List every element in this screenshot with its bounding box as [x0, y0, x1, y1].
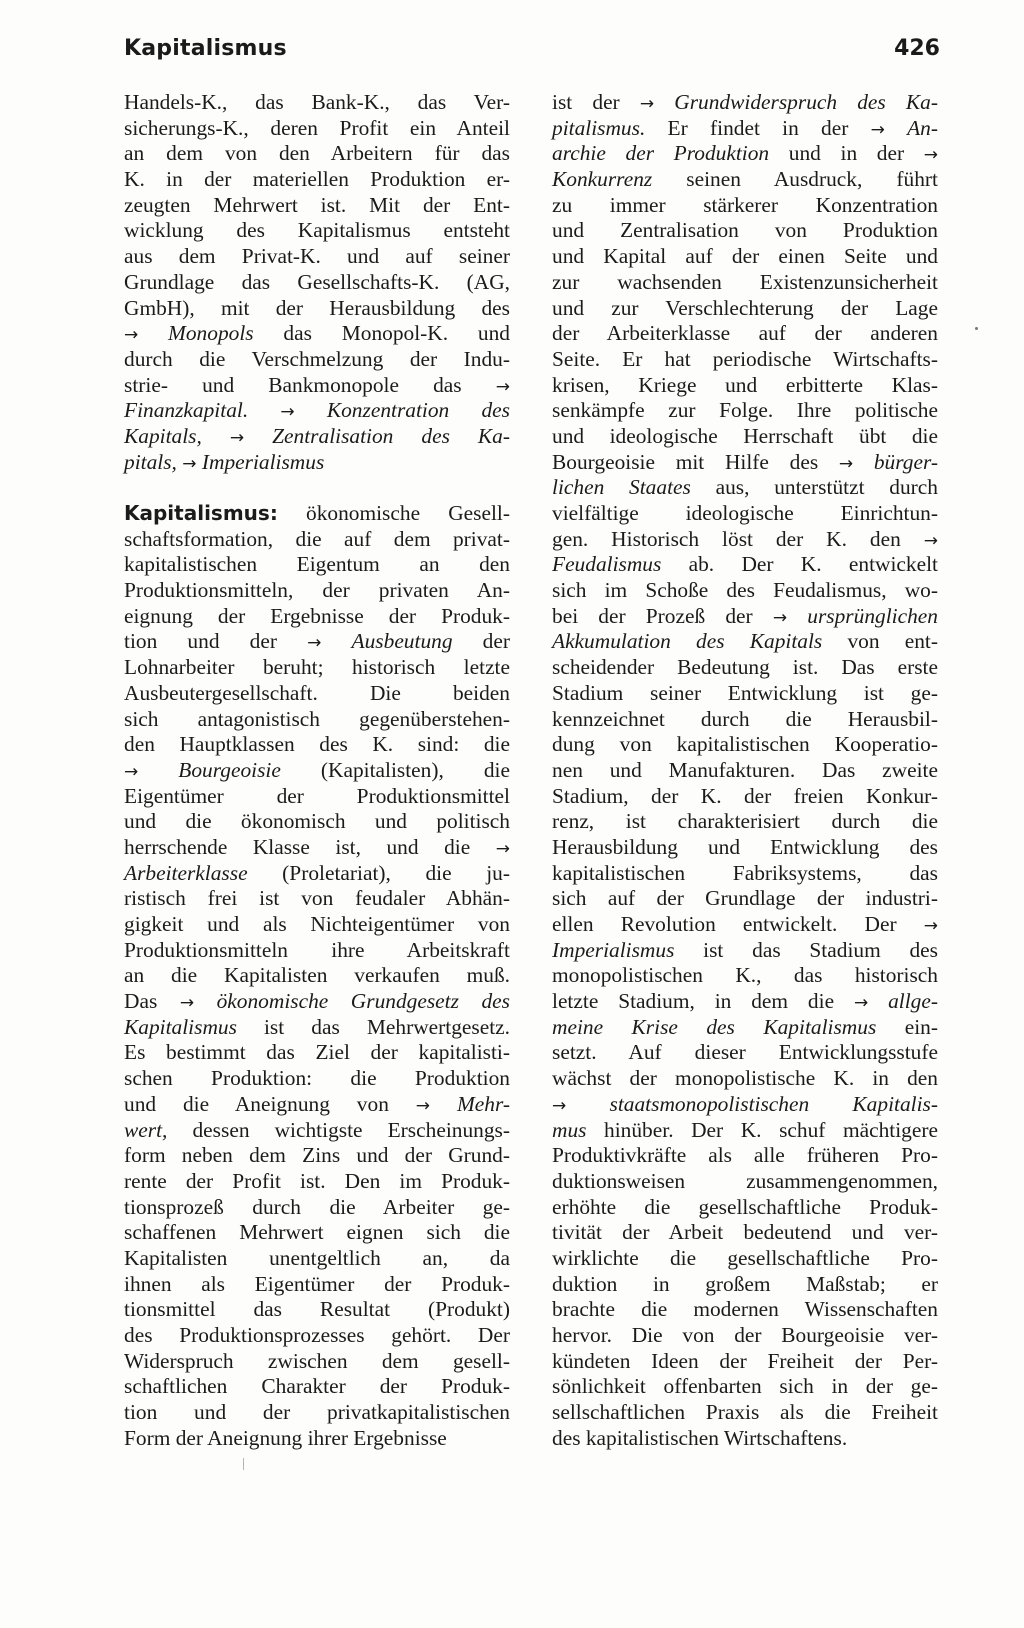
text-line [124, 1374, 510, 1400]
text-line [124, 655, 510, 681]
text-line [124, 141, 510, 167]
text-line [552, 398, 938, 424]
text-run: setzt. Auf dieser Entwicklungsstufe [552, 1040, 938, 1065]
text-line [552, 116, 938, 142]
text-run: ristisch frei ist von feudaler Abhän- [124, 886, 510, 911]
text-run: Er findet in der [645, 115, 871, 140]
text-line [552, 1040, 938, 1066]
text-line [124, 450, 510, 476]
text-line [124, 1297, 510, 1323]
text-line [124, 809, 510, 835]
text-run: Produktionsmitteln, der privaten An- [124, 578, 510, 603]
text-line [124, 629, 510, 655]
arrow-icon: → [179, 993, 195, 1014]
text-line [124, 912, 510, 938]
text-run: monopolistischen K., das historisch [552, 963, 938, 988]
text-run: Form der Aneignung ihrer Ergebnisse [124, 1425, 447, 1450]
text-run: tion und der privatkapitalistischen [124, 1400, 510, 1425]
text-line [124, 244, 510, 270]
text-run: dessen wichtigste Erscheinungs- [167, 1117, 510, 1142]
text-run: wicklung des Kapitalismus entsteht [124, 218, 510, 243]
text-run: wächst der monopolistische K. in den [552, 1066, 938, 1091]
cross-reference: wert, [124, 1117, 168, 1142]
text-line [552, 167, 938, 193]
cross-reference: Ausbeutung [351, 629, 453, 654]
text-run: zu immer stärkerer Konzentration [552, 192, 938, 217]
text-line [552, 1400, 938, 1426]
arrow-icon: → [307, 633, 322, 654]
text-line [124, 116, 510, 142]
text-run [194, 989, 217, 1013]
text-line [552, 321, 938, 347]
text-run: ab. Der K. entwickelt [661, 552, 938, 577]
text-run [654, 90, 674, 114]
text-line [552, 629, 938, 655]
text-line [552, 450, 938, 476]
text-line [552, 912, 938, 938]
arrow-icon: → [280, 402, 295, 423]
arrow-icon: → [229, 427, 245, 448]
cross-reference: staatsmonopolistischen Kapitalis- [609, 1091, 938, 1116]
text-line [124, 1143, 510, 1169]
text-line [552, 1015, 938, 1041]
text-line [124, 707, 510, 733]
text-line [552, 578, 938, 604]
text-run: Eigentümer der Produktionsmittel [124, 783, 510, 808]
text-line [124, 1272, 510, 1298]
text-line [124, 1323, 510, 1349]
text-run: zur wachsenden Existenzunsicherheit [552, 269, 938, 294]
text-run [566, 1092, 609, 1116]
text-line [552, 1297, 938, 1323]
text-run: kündeten Ideen der Freiheit der Per- [552, 1348, 938, 1373]
text-line [552, 1195, 938, 1221]
text-run: sönlichkeit offenbarten sich in der ge- [552, 1374, 938, 1399]
cross-reference: Finanzkapital. [124, 398, 249, 423]
text-run: ökonomische Gesell- [277, 501, 510, 525]
text-run: aus, unterstützt durch [690, 475, 938, 500]
text-run: von ent- [822, 629, 938, 654]
paragraph-gap [124, 475, 510, 501]
text-run: hervor. Die von der Bourgeoisie ver- [552, 1323, 938, 1347]
text-line [552, 655, 938, 681]
text-run [202, 424, 230, 448]
text-line [124, 1246, 510, 1272]
text-run [787, 604, 807, 628]
cross-reference: Kapitalismus [124, 1014, 237, 1039]
text-run: Bourgeoisie mit Hilfe des [552, 449, 839, 474]
right-column [552, 90, 938, 1451]
text-line [552, 1272, 938, 1298]
text-line [552, 1143, 938, 1169]
text-run: ellen Revolution entwickelt. Der [552, 912, 924, 936]
text-line [552, 604, 938, 630]
text-run: Widerspruch zwischen dem gesell- [124, 1348, 510, 1373]
text-line [552, 1426, 938, 1452]
text-line [552, 1118, 938, 1144]
text-line [124, 1426, 510, 1452]
text-run: aus dem Privat-K. und auf seiner [124, 244, 510, 269]
text-line [124, 501, 510, 527]
text-line [552, 938, 938, 964]
text-line [124, 193, 510, 219]
text-run: und zur Verschlechterung der Lage [552, 295, 938, 320]
text-line [552, 681, 938, 707]
text-run: und in der [769, 141, 924, 166]
text-line [124, 218, 510, 244]
cross-reference: Monopols [168, 321, 254, 346]
text-line [124, 552, 510, 578]
text-line [552, 1349, 938, 1375]
text-line [124, 1092, 510, 1118]
cross-reference: Grundwiderspruch des Ka- [674, 90, 938, 114]
scan-mark [243, 1458, 244, 1470]
text-line [552, 1220, 938, 1246]
text-run: der [452, 629, 510, 654]
text-run: strie- und Bankmonopole das [124, 372, 496, 397]
text-line [124, 1118, 510, 1144]
text-run: und Zentralisation von Produktion [552, 218, 938, 243]
text-line [124, 861, 510, 887]
text-line [552, 1374, 938, 1400]
text-line [552, 963, 938, 989]
text-run: der Arbeiterklasse auf der anderen [552, 321, 938, 346]
arrow-icon: → [552, 1095, 567, 1116]
cross-reference: archie der Produktion [552, 141, 770, 166]
text-run: ist das Stadium des [674, 937, 938, 962]
cross-reference: lichen Staates [552, 475, 691, 500]
text-run: an dem von den Arbeitern für das [124, 141, 510, 166]
cross-reference: Kapitals, [124, 423, 202, 448]
text-run: und Kapital auf der einen Seite und [552, 244, 938, 269]
text-run: seinen Ausdruck, führt [652, 167, 938, 192]
text-run: ein- [876, 1014, 938, 1039]
text-run: letzte Stadium, in dem die [552, 989, 854, 1014]
cross-reference: ursprünglichen [807, 603, 938, 628]
left-column [124, 90, 510, 1451]
text-run: wirklichte die gesellschaftliche Pro- [552, 1245, 938, 1270]
text-run: sich im Schoße des Feudalismus, wo- [552, 578, 938, 603]
text-run [853, 450, 874, 474]
cross-reference: Arbeiterklasse [124, 860, 248, 885]
text-run: renz, ist charakterisiert durch die [552, 809, 938, 834]
arrow-icon: → [495, 838, 510, 859]
text-run: durch die Verschmelzung der Indu- [124, 346, 510, 371]
text-line [552, 552, 938, 578]
text-run: form neben dem Zins und der Grund- [124, 1143, 510, 1168]
text-line [552, 424, 938, 450]
text-line [552, 373, 938, 399]
text-line [124, 424, 510, 450]
text-run: ist das Mehrwertgesetz. [236, 1014, 510, 1039]
text-line [124, 1349, 510, 1375]
text-line [552, 784, 938, 810]
text-line [124, 1400, 510, 1426]
text-run: tion und der [124, 629, 308, 654]
arrow-icon: → [923, 530, 938, 551]
text-run: krisen, Kriege und erbitterte Klas- [552, 372, 938, 397]
text-run: Produktionsmitteln ihre Arbeitskraft [124, 937, 510, 962]
text-line [552, 475, 938, 501]
text-run: tionsprozeß durch die Arbeiter ge- [124, 1194, 510, 1219]
text-line [124, 1220, 510, 1246]
text-run: kapitalistischen Eigentum an den [124, 552, 510, 577]
cross-reference: Konzentration des [326, 398, 510, 423]
running-head: Kapitalismus [124, 36, 287, 61]
text-line [124, 270, 510, 296]
text-line [552, 501, 938, 527]
cross-reference: ökonomische Grundgesetz des [216, 989, 510, 1014]
text-line [552, 809, 938, 835]
text-line [552, 835, 938, 861]
text-line [552, 90, 938, 116]
text-line [552, 732, 938, 758]
text-run: und ideologische Herrschaft übt die [552, 423, 938, 448]
text-run: herrschende Klasse ist, und die [124, 834, 496, 859]
cross-reference: An- [907, 115, 938, 140]
text-run: rente der Profit ist. Den im Produk- [124, 1168, 510, 1193]
text-run: duktion in großem Maßstab; er [552, 1271, 938, 1296]
text-line [124, 1015, 510, 1041]
text-run: des Produktionsprozesses gehört. Der [124, 1323, 510, 1347]
text-run [295, 398, 327, 422]
text-line [124, 578, 510, 604]
text-run: GmbH), mit der Herausbildung des [124, 295, 510, 320]
text-line [552, 270, 938, 296]
text-line [124, 90, 510, 116]
text-run: und die Aneignung von [124, 1091, 416, 1116]
text-run: Seite. Er hat periodische Wirtschafts- [552, 346, 938, 371]
arrow-icon: → [853, 993, 869, 1014]
text-line [552, 989, 938, 1015]
arrow-icon: → [838, 453, 854, 474]
text-line [124, 681, 510, 707]
text-line [124, 347, 510, 373]
text-run: duktionsweisen zusammengenommen, [552, 1168, 938, 1193]
text-run: dung von kapitalistischen Kooperatio- [552, 732, 938, 757]
text-run: kapitalistischen Fabriksystems, das [552, 860, 938, 885]
text-line [124, 1169, 510, 1195]
arrow-icon: → [124, 325, 139, 346]
text-line [124, 321, 510, 347]
text-line [124, 835, 510, 861]
text-run: gigkeit und als Nichteigentümer von [124, 912, 510, 936]
text-run: tionsmittel das Resultat (Produkt) [124, 1297, 510, 1322]
text-line [552, 1246, 938, 1272]
text-run: K. in der materiellen Produktion er- [124, 167, 510, 192]
text-line [552, 1169, 938, 1195]
text-run: schen Produktion: die Produktion [124, 1066, 510, 1091]
text-run: Lohnarbeiter beruht; historisch letzte [124, 655, 510, 680]
text-run: ist der [552, 90, 640, 114]
text-run [321, 629, 351, 653]
text-line [552, 193, 938, 219]
page-number: 426 [894, 36, 940, 61]
text-run [868, 989, 888, 1013]
text-line [124, 527, 510, 553]
text-run: Handels-K., das Bank-K., das Ver- [124, 90, 510, 114]
text-run: schaftsformation, die auf dem privat- [124, 526, 510, 551]
text-run: Stadium, der K. der freien Konkur- [552, 783, 938, 808]
text-line [124, 886, 510, 912]
text-run: Es bestimmt das Ziel der kapitalisti- [124, 1040, 510, 1065]
text-line [124, 938, 510, 964]
arrow-icon: → [772, 607, 788, 628]
text-line [552, 1066, 938, 1092]
cross-reference: meine Krise des Kapitalismus [552, 1014, 877, 1039]
text-run: hinüber. Der K. schuf mächtigere [586, 1117, 938, 1142]
text-run [248, 398, 280, 422]
text-run: (Kapitalisten), die [280, 757, 510, 782]
text-run: tivität der Arbeit bedeutend und ver- [552, 1220, 938, 1245]
text-line [124, 1066, 510, 1092]
arrow-icon: → [182, 453, 197, 474]
text-line [552, 758, 938, 784]
text-run: kennzeichnet durch die Herausbil- [552, 706, 938, 731]
arrow-icon: → [870, 119, 885, 140]
cross-reference: Konkurrenz [552, 167, 653, 192]
cross-reference: Mehr- [456, 1091, 510, 1116]
text-line [124, 1195, 510, 1221]
text-run [138, 321, 168, 345]
text-line [124, 398, 510, 424]
text-run: eignung der Ergebnisse der Produk- [124, 603, 510, 628]
cross-reference: mus [552, 1117, 587, 1142]
text-line [124, 732, 510, 758]
text-line [552, 1092, 938, 1118]
text-run: Produktivkräfte als alle früheren Pro- [552, 1143, 938, 1168]
text-line [552, 244, 938, 270]
text-line [124, 758, 510, 784]
text-run: schaffenen Mehrwert eignen sich die [124, 1220, 510, 1245]
text-run: sich antagonistisch gegenüberstehen- [124, 706, 510, 731]
text-run: Kapitalisten unentgeltlich an, da [124, 1245, 510, 1270]
text-line [124, 989, 510, 1015]
text-line [124, 167, 510, 193]
text-run: Herausbildung und Entwicklung des [552, 834, 938, 859]
text-line [124, 373, 510, 399]
text-run [244, 424, 272, 448]
entry-headword: Kapitalismus: [124, 501, 278, 525]
text-run [138, 758, 178, 782]
page-header [124, 36, 940, 72]
text-run: Das [124, 989, 180, 1014]
text-run: bei der Prozeß der [552, 603, 773, 628]
arrow-icon: → [415, 1095, 431, 1116]
cross-reference: Feudalismus [552, 552, 662, 577]
text-line [124, 784, 510, 810]
text-run: und die ökonomisch und politisch [124, 809, 510, 834]
cross-reference: Zentralisation des Ka- [272, 423, 510, 448]
text-line [124, 296, 510, 322]
cross-reference: Akkumulation des Kapitals [552, 629, 823, 654]
margin-dot [975, 327, 978, 330]
cross-reference: Imperialismus [201, 449, 325, 474]
text-run: brachte die modernen Wissenschaften [552, 1297, 938, 1322]
text-run: Ausbeutergesellschaft. Die beiden [124, 680, 510, 705]
text-run: Grundlage das Gesellschafts-K. (AG, [124, 269, 510, 294]
cross-reference: Bourgeoisie [178, 757, 281, 782]
text-run: erhöhte die gesellschaftliche Produk- [552, 1194, 938, 1219]
text-run: schaftlichen Charakter der Produk- [124, 1374, 510, 1399]
text-run: des kapitalistischen Wirtschaftens. [552, 1425, 848, 1450]
text-line [552, 141, 938, 167]
text-run: sellschaftlichen Praxis als die Freiheit [552, 1400, 938, 1425]
cross-reference: pitalismus. [552, 115, 646, 140]
arrow-icon: → [923, 145, 939, 166]
text-run: scheidender Bedeutung ist. Das erste [552, 655, 938, 680]
text-run: sich auf der Grundlage der industri- [552, 886, 938, 911]
text-line [552, 707, 938, 733]
arrow-icon: → [124, 761, 139, 782]
text-run: das Monopol-K. und [253, 321, 510, 346]
text-run: (Proletariat), die ju- [247, 860, 510, 885]
text-line [552, 1323, 938, 1349]
text-line [124, 1040, 510, 1066]
cross-reference: bürger- [873, 449, 938, 474]
text-line [552, 347, 938, 373]
text-run: Stadium seiner Entwicklung ist ge- [552, 680, 938, 705]
text-line [552, 861, 938, 887]
arrow-icon: → [923, 916, 938, 936]
text-run [430, 1092, 457, 1116]
text-line [124, 963, 510, 989]
cross-reference: allge- [888, 989, 938, 1014]
text-run: nen und Manufakturen. Das zweite [552, 757, 938, 782]
text-line [124, 604, 510, 630]
text-run: ihnen als Eigentümer der Produk- [124, 1271, 510, 1296]
text-run: an die Kapitalisten verkaufen muß. [124, 963, 510, 988]
text-run: zeugten Mehrwert ist. Mit der Ent- [124, 192, 510, 217]
text-run: den Hauptklassen des K. sind: die [124, 732, 510, 757]
cross-reference: Imperialismus [552, 937, 675, 962]
text-run: vielfältige ideologische Einrichtun- [552, 501, 938, 525]
arrow-icon: → [639, 94, 655, 114]
text-line [552, 527, 938, 553]
text-run: gen. Historisch löst der K. den [552, 526, 924, 551]
text-line [552, 296, 938, 322]
text-run [885, 116, 907, 140]
cross-reference: pitals, [124, 449, 177, 474]
arrow-icon: → [495, 376, 510, 397]
text-line [552, 218, 938, 244]
text-run: sicherungs-K., deren Profit ein Anteil [124, 115, 510, 140]
text-line [552, 886, 938, 912]
text-run: senkämpfe zur Folge. Ihre politische [552, 398, 938, 423]
